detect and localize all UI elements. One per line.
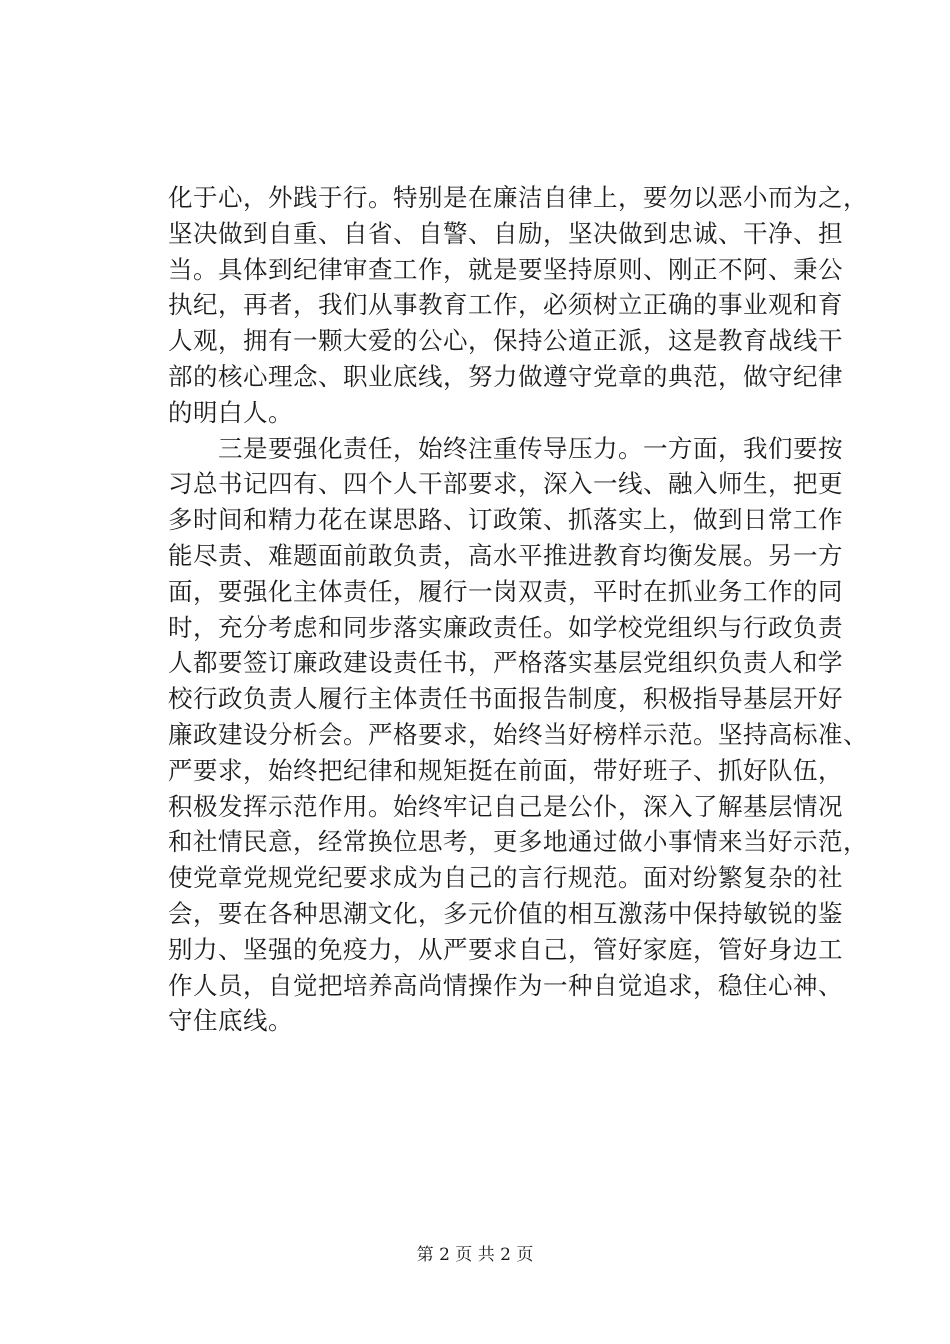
page-footer [0,1244,950,1266]
text-line: 坚决做到自重、自省、自警、自励，坚决做到忠诚、干净、担 [168,218,843,248]
text-line: 部的核心理念、职业底线，努力做遵守党章的典范，做守纪律 [168,361,843,391]
text-line: 习总书记四有、四个人干部要求，深入一线、融入师生，把更 [168,469,843,499]
text-line: 会，要在各种思潮文化，多元价值的相互激荡中保持敏锐的鉴 [168,898,843,928]
text-line: 积极发挥示范作用。始终牢记自己是公仆，深入了解基层情况 [168,791,843,821]
text-line: 执纪，再者，我们从事教育工作，必须树立正确的事业观和育 [168,290,843,320]
text-line: 人都要签订廉政建设责任书，严格落实基层党组织负责人和学 [168,648,843,678]
text-line: 人观，拥有一颗大爱的公心，保持公道正派，这是教育战线干 [168,326,843,356]
text-line: 时，充分考虑和同步落实廉政责任。如学校党组织与行政负责 [168,612,843,642]
text-line: 面，要强化主体责任，履行一岗双责，平时在抓业务工作的同 [168,576,843,606]
body-text [168,180,868,1039]
paragraph-1 [168,180,868,431]
text-line: 当。具体到纪律审查工作，就是要坚持原则、刚正不阿、秉公 [168,254,843,284]
text-line: 多时间和精力花在谋思路、订政策、抓落实上，做到日常工作 [168,505,843,535]
text-line: 作人员，自觉把培养高尚情操作为一种自觉追求，稳住心神、 [168,970,843,1000]
text-line: 的明白人。 [168,397,293,427]
text-line: 守住底线。 [168,1006,293,1036]
page-number: 第 2 页 共 2 页 [416,1245,534,1265]
text-line: 别力、坚强的免疫力，从严要求自己，管好家庭，管好身边工 [168,934,843,964]
text-line: 使党章党规党纪要求成为自己的言行规范。面对纷繁复杂的社 [168,863,843,893]
text-line: 廉政建设分析会。严格要求，始终当好榜样示范。坚持高标准、 [168,719,868,749]
text-line: 能尽责、难题面前敢负责，高水平推进教育均衡发展。另一方 [168,540,843,570]
text-line: 严要求，始终把纪律和规矩挺在前面，带好班子、抓好队伍， [168,755,843,785]
text-line: 三是要强化责任，始终注重传导压力。一方面，我们要按 [218,433,843,463]
text-line: 化于心，外践于行。特别是在廉洁自律上，要勿以恶小而为之， [168,183,868,212]
text-line: 校行政负责人履行主体责任书面报告制度，积极指导基层开好 [168,684,843,714]
text-line: 和社情民意，经常换位思考，更多地通过做小事情来当好示范， [168,827,868,857]
paragraph-2 [168,431,868,1040]
